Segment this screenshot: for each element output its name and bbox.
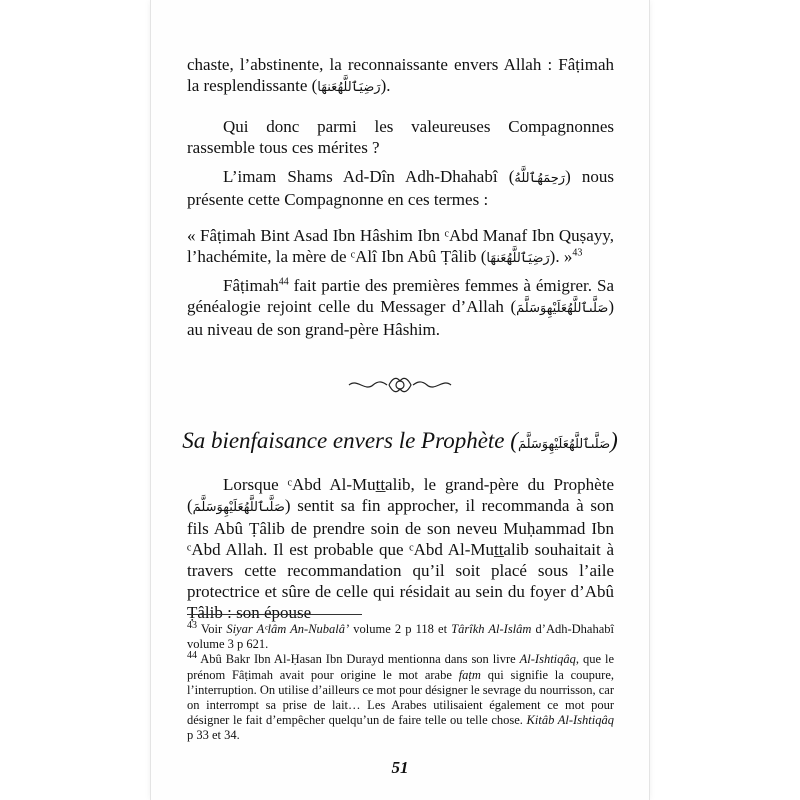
section-paragraph: [187, 474, 614, 623]
arabic-honorific: صَلَّىٱللَّهُعَلَيْهِوَسَلَّمَ: [517, 437, 611, 452]
paragraph-5-end: ) au niveau de son grand-père Hâshim.: [187, 297, 614, 339]
section-paragraph-end: ) sentit sa fin approcher, il recommanda à son fils Abû Ṭâlib de prendre soin de son neveu Muḥammad Ibn ᶜAbd Allah. Il est probable que ᶜAbd Al-Muṯṯalib souhaitait à travers cette recommandation qu’il soit placé sous l’aile protectrice et sûre de celle qui résidait au sein du foyer d’Abû Ṭâlib : son épouse: [187, 496, 614, 622]
arabic-honorific: رَضِيَٱللَّهُعَنهَا: [486, 251, 550, 266]
paragraph-1-text: chaste, l’abstinente, la reconnaissante envers Allah : Fâṭimah la resplendissante (: [187, 55, 614, 95]
footnote-text: volume 2 p 118 et: [349, 622, 452, 636]
ornament-icon: [345, 374, 455, 396]
footnote-ref-44: 44: [278, 276, 289, 288]
book-page: [150, 0, 650, 800]
page-number: 51: [391, 758, 409, 777]
paragraph-3: [187, 166, 614, 210]
book-title: Siyar Aᶜlâm An-Nubalâ’: [226, 622, 350, 636]
footnote-text: Voir: [197, 622, 227, 636]
paragraph-1: [187, 54, 614, 98]
paragraph-5-text: fait partie des premières femmes à émigrer. Sa généalogie rejoint celle du Messager d’Allah (: [187, 276, 614, 316]
section-paragraph-text: Lorsque ᶜAbd Al-Muṯṯalib, le grand-père du Prophète (: [187, 475, 614, 515]
footnotes: [187, 619, 614, 744]
footnote-43: [187, 619, 614, 652]
ornament-divider: [151, 374, 649, 401]
arabic-honorific: رَحِمَهُٱللَّهُ: [514, 171, 566, 186]
footnote-ref-43: 43: [572, 247, 583, 259]
footnote-text: Abû Bakr Ibn Al-Ḥasan Ibn Durayd mentionna dans son livre: [197, 652, 520, 667]
footnote-number: 44: [187, 650, 197, 662]
book-title: Al-Ishtiqâq: [519, 652, 576, 667]
footnote-separator: [187, 614, 362, 615]
footnote-44: [187, 652, 614, 743]
footnote-text: qui signifie la coupure, l’interruption. On utilise d’ailleurs ce mot pour désigner le sevrage du nourrisson, car on interrompt sa prise de lait… Les Arabes utilisaient également ce mot pour désigner le fait d’empêcher quelqu’un de faire telle ou telle chose.: [187, 667, 614, 728]
footnote-text: d’Adh-Dhahabî volume 3 p 621.: [187, 622, 614, 652]
paragraph-5: [187, 275, 614, 340]
section-heading: [151, 428, 649, 454]
footnote-text: p 33 et 34.: [187, 728, 240, 743]
paragraph-3-text: L’imam Shams Ad-Dîn Adh-Dhahabî (: [223, 167, 515, 186]
paragraph-3-end: ) nous présente cette Compagnonne en ces termes :: [187, 167, 615, 209]
quote-paragraph: [187, 225, 614, 269]
section-heading-text: Sa bienfaisance envers le Prophète (: [182, 428, 518, 453]
quote-end: ). »: [549, 247, 573, 266]
quote-text: « Fâṭimah Bint Asad Ibn Hâshim Ibn ᶜAbd Manaf Ibn Quṣayy, l’hachémite, la mère de ᶜAlî Ibn Abû Ṭâlib (: [187, 226, 614, 266]
paragraph-2: Qui donc parmi les valeureuses Compagnonnes rassemble tous ces mérites ?: [187, 117, 614, 157]
arabic-honorific: صَلَّىٱللَّهُعَلَيْهِوَسَلَّمَ: [192, 500, 285, 515]
arabic-honorific: صَلَّىٱللَّهُعَلَيْهِوَسَلَّمَ: [516, 301, 609, 316]
book-title: Kitâb Al-Ishtiqâq: [526, 713, 614, 728]
footnote-number: 43: [187, 619, 197, 631]
arabic-honorific: رَضِيَٱللَّهُعَنهَا: [317, 80, 381, 95]
footnote-text: , que le prénom Fâṭimah avait pour origine le mot arabe: [187, 652, 614, 682]
paragraph-5-name: Fâṭimah: [223, 276, 279, 295]
arabic-word: faṭm: [458, 667, 481, 682]
paragraph-1-end: ).: [380, 76, 391, 95]
book-title: Târîkh Al-Islâm: [451, 622, 532, 636]
section-heading-end: ): [610, 428, 618, 453]
